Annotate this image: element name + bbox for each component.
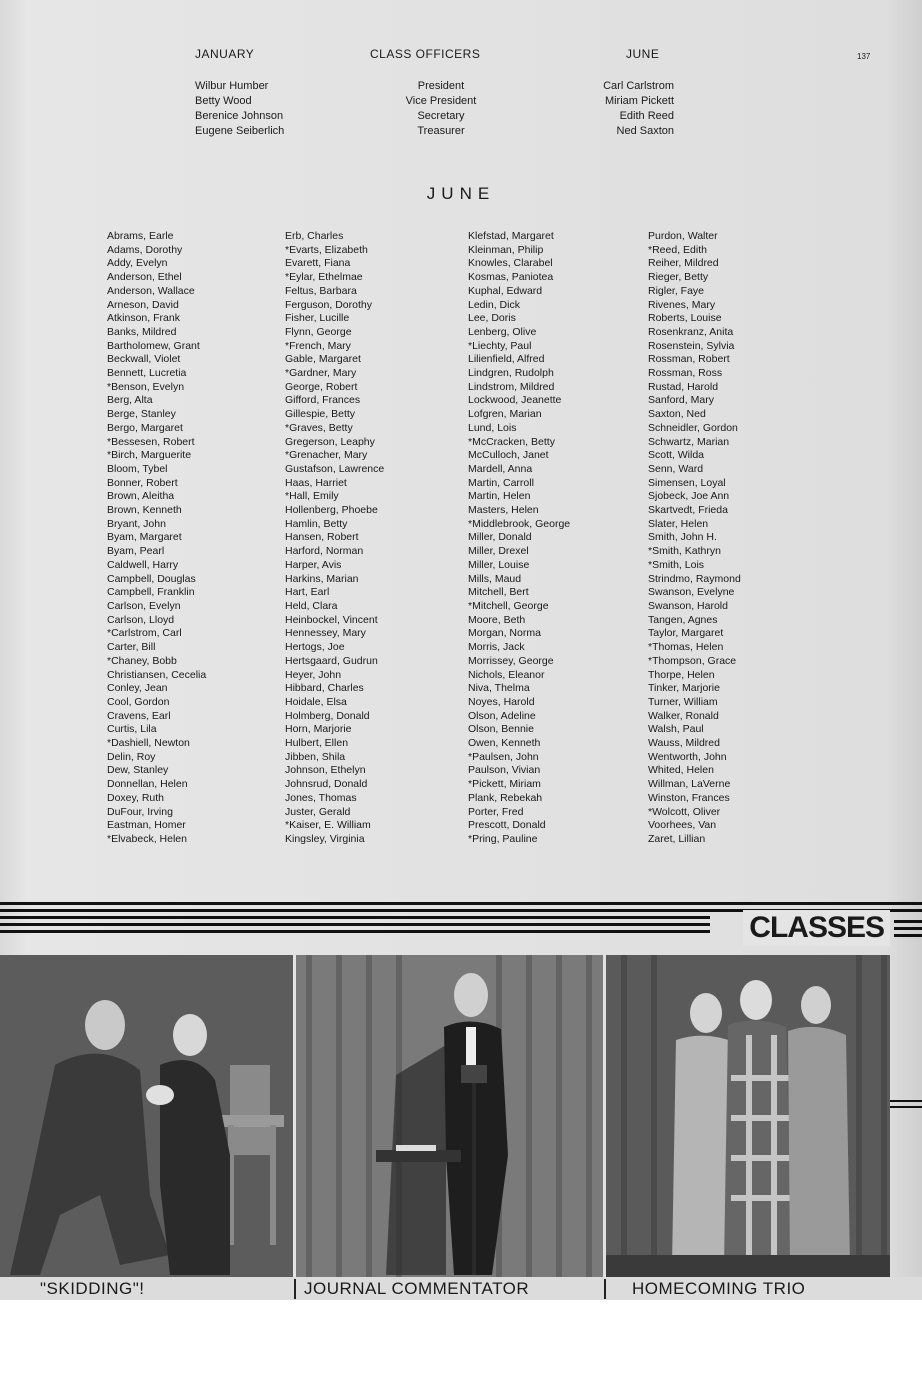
student-name: Miller, Louise: [468, 558, 530, 571]
student-name: Rosenstein, Sylvia: [648, 339, 735, 352]
student-name: *Graves, Betty: [285, 421, 353, 434]
student-name: Horn, Marjorie: [285, 723, 352, 736]
caption-homecoming-trio: HOMECOMING TRIO: [632, 1279, 806, 1298]
student-name: Prescott, Donald: [468, 819, 546, 832]
student-name: Gable, Margaret: [285, 353, 361, 366]
student-name: Gustafson, Lawrence: [285, 462, 385, 475]
student-name: *Smith, Lois: [648, 558, 705, 571]
student-name: Niva, Thelma: [468, 682, 530, 695]
student-name: Winston, Frances: [648, 791, 730, 804]
student-name: Hollenberg, Phoebe: [285, 504, 378, 517]
page-number: 137: [857, 52, 871, 61]
student-name: *Carlstrom, Carl: [107, 627, 182, 640]
student-name: Lindstrom, Mildred: [468, 380, 555, 393]
student-name: Beckwall, Violet: [107, 353, 181, 366]
student-name: Christiansen, Cecelia: [107, 668, 207, 681]
student-name: Simensen, Loyal: [648, 476, 726, 489]
names-column-3: [468, 230, 570, 847]
student-name: Rossman, Ross: [648, 367, 723, 380]
office-secretary: Secretary: [417, 110, 465, 122]
student-name: Held, Clara: [285, 599, 338, 612]
student-name: Kosmas, Paniotea: [468, 271, 554, 284]
office-vice-president: Vice President: [405, 95, 477, 107]
student-name: Olson, Adeline: [468, 709, 536, 722]
student-name: Thorpe, Helen: [648, 668, 715, 681]
student-name: Tinker, Marjorie: [648, 682, 720, 695]
student-name: Carlson, Evelyn: [107, 599, 181, 612]
student-name: Ferguson, Dorothy: [285, 298, 372, 311]
student-name: Strindmo, Raymond: [648, 572, 741, 585]
student-name: *Dashiell, Newton: [107, 737, 190, 750]
student-name: Swanson, Harold: [648, 599, 728, 612]
student-name: Curtis, Lila: [107, 723, 157, 736]
june-vice-president: Miriam Pickett: [604, 95, 674, 107]
student-name: Wentworth, John: [648, 750, 727, 763]
student-name: Gillespie, Betty: [285, 408, 356, 421]
student-name: Hulbert, Ellen: [285, 737, 349, 750]
student-name: *Birch, Marguerite: [107, 449, 192, 462]
january-president: Wilbur Humber: [195, 80, 269, 92]
student-name: Wauss, Mildred: [648, 737, 720, 750]
student-name: *Pring, Pauline: [468, 832, 538, 845]
student-name: Sanford, Mary: [648, 394, 714, 407]
student-name: Heyer, John: [285, 668, 342, 681]
student-name: Swanson, Evelyne: [648, 586, 735, 599]
june-treasurer: Ned Saxton: [616, 125, 674, 137]
student-name: Kleinman, Philip: [468, 243, 544, 256]
student-name: Bartholomew, Grant: [107, 339, 200, 352]
student-name: Doxey, Ruth: [107, 791, 164, 804]
student-name: Lofgren, Marian: [468, 408, 542, 421]
student-name: Harkins, Marian: [285, 572, 359, 585]
student-name: Rustad, Harold: [648, 380, 719, 393]
caption-divider: [294, 1279, 296, 1299]
january-treasurer: Eugene Seiberlich: [195, 125, 285, 137]
student-name: Olson, Bennie: [468, 723, 534, 736]
student-name: Flynn, George: [285, 325, 352, 338]
student-name: Willman, LaVerne: [648, 778, 731, 791]
june-secretary: Edith Reed: [619, 110, 674, 122]
student-name: Reiher, Mildred: [648, 257, 719, 270]
classes-banner-title: CLASSES: [743, 910, 890, 946]
student-name: Masters, Helen: [468, 504, 539, 517]
student-name: *Pickett, Miriam: [468, 778, 541, 791]
student-name: *Bessesen, Robert: [107, 435, 195, 448]
student-name: Hibbard, Charles: [285, 682, 364, 695]
student-name: Brown, Kenneth: [107, 504, 182, 517]
office-president: President: [417, 80, 465, 92]
student-name: Paulson, Vivian: [468, 764, 541, 777]
student-name: Caldwell, Harry: [107, 558, 179, 571]
student-name: Haas, Harriet: [285, 476, 347, 489]
january-label: JANUARY: [195, 47, 255, 61]
student-name: *Chaney, Bobb: [107, 654, 177, 667]
student-name: Schneidler, Gordon: [648, 421, 738, 434]
student-name: Arneson, David: [107, 298, 179, 311]
caption-skidding: "SKIDDING"!: [40, 1279, 145, 1298]
skidding-photo: [0, 955, 293, 1277]
student-name: Taylor, Margaret: [648, 627, 724, 640]
skidding-photo-image: [0, 955, 293, 1277]
student-name: Erb, Charles: [285, 230, 344, 242]
student-name: Moore, Beth: [468, 613, 526, 626]
student-name: Smith, John H.: [648, 531, 717, 544]
student-name: *Middlebrook, George: [468, 517, 571, 530]
student-name: Harper, Avis: [285, 558, 342, 571]
student-name: *Thompson, Grace: [648, 654, 737, 667]
student-name: Banks, Mildred: [107, 325, 177, 338]
student-name: Berge, Stanley: [107, 408, 176, 421]
journal-commentator-photo-image: [296, 955, 603, 1277]
student-name: *Gardner, Mary: [285, 367, 357, 380]
student-name: Morgan, Norma: [468, 627, 541, 640]
student-name: Hertogs, Joe: [285, 641, 345, 654]
student-name: Morris, Jack: [468, 641, 525, 654]
student-name: *Paulsen, John: [468, 750, 539, 763]
student-name: Eastman, Homer: [107, 819, 186, 832]
student-name: Hamlin, Betty: [285, 517, 348, 530]
student-name: Porter, Fred: [468, 805, 524, 818]
student-name: Heinbockel, Vincent: [285, 613, 378, 626]
student-name: *French, Mary: [285, 339, 351, 352]
student-name: Feltus, Barbara: [285, 284, 357, 297]
student-name: Klefstad, Margaret: [468, 230, 554, 242]
student-name: Schwartz, Marian: [648, 435, 730, 448]
student-name: *Evarts, Elizabeth: [285, 243, 368, 256]
side-stripes: [890, 900, 922, 1300]
student-name: Delin, Roy: [107, 750, 156, 763]
office-titles: [380, 79, 502, 139]
student-name: Carlson, Lloyd: [107, 613, 175, 626]
student-name: Miller, Drexel: [468, 545, 529, 558]
student-name: Lockwood, Jeanette: [468, 394, 562, 407]
january-secretary: Berenice Johnson: [195, 110, 284, 122]
journal-commentator-photo: [296, 955, 603, 1277]
names-column-2: [285, 230, 384, 847]
student-name: Plank, Rebekah: [468, 791, 543, 804]
student-name: Skartvedt, Frieda: [648, 504, 728, 517]
student-name: Hansen, Robert: [285, 531, 359, 544]
student-name: George, Robert: [285, 380, 358, 393]
student-name: McCulloch, Janet: [468, 449, 549, 462]
student-name: Campbell, Franklin: [107, 586, 195, 599]
student-name: *Reed, Edith: [648, 243, 707, 256]
student-name: Rossman, Robert: [648, 353, 730, 366]
student-name: Johnson, Ethelyn: [285, 764, 366, 777]
student-name: Mitchell, Bert: [468, 586, 529, 599]
student-name: Saxton, Ned: [648, 408, 706, 421]
student-name: Turner, William: [648, 695, 718, 708]
student-name: Roberts, Louise: [648, 312, 722, 325]
student-name: Byam, Margaret: [107, 531, 182, 544]
student-name: Rosenkranz, Anita: [648, 325, 734, 338]
student-name: *Thomas, Helen: [648, 641, 724, 654]
student-name: Hennessey, Mary: [285, 627, 366, 640]
student-name: Harford, Norman: [285, 545, 364, 558]
student-name: Lilienfield, Alfred: [468, 353, 545, 366]
june-officers: [603, 79, 674, 139]
student-name: Rigler, Faye: [648, 284, 705, 297]
student-name: *Liechty, Paul: [468, 339, 532, 352]
student-name: Rivenes, Mary: [648, 298, 716, 311]
student-name: Jones, Thomas: [285, 791, 357, 804]
student-name: Mills, Maud: [468, 572, 522, 585]
student-name: *Elvabeck, Helen: [107, 832, 187, 845]
student-name: Whited, Helen: [648, 764, 714, 777]
photo-captions: [0, 1277, 922, 1300]
student-name: *Mitchell, George: [468, 599, 549, 612]
student-name: Zaret, Lillian: [648, 832, 706, 845]
student-name: Donnellan, Helen: [107, 778, 188, 791]
student-name: DuFour, Irving: [107, 805, 173, 818]
student-name: Tangen, Agnes: [648, 613, 718, 626]
student-name: Miller, Donald: [468, 531, 532, 544]
student-name: Gifford, Frances: [285, 394, 361, 407]
june-president: Carl Carlstrom: [603, 80, 674, 92]
student-name: Holmberg, Donald: [285, 709, 370, 722]
student-name: Voorhees, Van: [648, 819, 717, 832]
names-column-1: [107, 230, 206, 847]
homecoming-trio-photo: [606, 955, 890, 1277]
student-name: *Wolcott, Oliver: [648, 805, 721, 818]
student-name: Lindgren, Rudolph: [468, 367, 554, 380]
student-name: Abrams, Earle: [107, 230, 174, 242]
student-name: *Benson, Evelyn: [107, 380, 185, 393]
student-name: Fisher, Lucille: [285, 312, 350, 325]
student-name: Hertsgaard, Gudrun: [285, 654, 378, 667]
student-name: Evarett, Fiana: [285, 257, 351, 270]
student-name: Bonner, Robert: [107, 476, 178, 489]
student-name: Dew, Stanley: [107, 764, 169, 777]
june-section-heading: JUNE: [426, 184, 496, 203]
student-name: Walker, Ronald: [648, 709, 719, 722]
student-name: Walsh, Paul: [648, 723, 704, 736]
student-name: Purdon, Walter: [648, 230, 718, 242]
student-name: Carter, Bill: [107, 641, 156, 654]
student-name: Juster, Gerald: [285, 805, 351, 818]
june-label: JUNE: [626, 47, 660, 61]
student-name: Scott, Wilda: [648, 449, 705, 462]
student-name: Kuphal, Edward: [468, 284, 543, 297]
student-name: Gregerson, Leaphy: [285, 435, 375, 448]
student-name: *Kaiser, E. William: [285, 819, 371, 832]
student-name: Kingsley, Virginia: [285, 832, 365, 845]
student-name: Knowles, Clarabel: [468, 257, 553, 270]
student-name: Berg, Alta: [107, 394, 153, 407]
student-name: Sjobeck, Joe Ann: [648, 490, 730, 503]
student-name: Anderson, Ethel: [107, 271, 182, 284]
student-name: Owen, Kenneth: [468, 737, 541, 750]
student-name: Ledin, Dick: [468, 298, 520, 311]
student-name: Addy, Evelyn: [107, 257, 168, 270]
names-column-4: [648, 230, 741, 847]
student-name: Campbell, Douglas: [107, 572, 196, 585]
student-name: Jibben, Shila: [285, 750, 346, 763]
student-name: Martin, Helen: [468, 490, 531, 503]
student-name: Bloom, Tybel: [107, 462, 168, 475]
caption-journal-commentator: JOURNAL COMMENTATOR: [304, 1279, 530, 1298]
student-name: Bryant, John: [107, 517, 166, 530]
student-name: Morrissey, George: [468, 654, 554, 667]
student-name: Anderson, Wallace: [107, 284, 195, 297]
student-name: Cool, Gordon: [107, 695, 170, 708]
student-name: Nichols, Eleanor: [468, 668, 545, 681]
student-name: Martin, Carroll: [468, 476, 534, 489]
student-name: Adams, Dorothy: [107, 243, 183, 256]
student-name: Slater, Helen: [648, 517, 709, 530]
caption-divider: [604, 1279, 606, 1299]
student-name: Noyes, Harold: [468, 695, 535, 708]
student-name: Lenberg, Olive: [468, 325, 537, 338]
student-name: Lund, Lois: [468, 421, 517, 434]
student-name: Bennett, Lucretia: [107, 367, 187, 380]
student-name: *Eylar, Ethelmae: [285, 271, 363, 284]
student-name: *Smith, Kathryn: [648, 545, 721, 558]
student-name: Johnsrud, Donald: [285, 778, 368, 791]
student-name: Senn, Ward: [648, 462, 704, 475]
student-name: Mardell, Anna: [468, 462, 533, 475]
class-officers-title: CLASS OFFICERS: [370, 47, 481, 61]
student-name: Hart, Earl: [285, 586, 330, 599]
student-name: Lee, Doris: [468, 312, 516, 325]
student-name: Atkinson, Frank: [107, 312, 180, 325]
student-name: *McCracken, Betty: [468, 435, 555, 448]
january-officers: [195, 79, 284, 139]
student-name: *Grenacher, Mary: [285, 449, 368, 462]
student-name: *Hall, Emily: [285, 490, 339, 503]
student-name: Brown, Aleitha: [107, 490, 175, 503]
student-name: Hoidale, Elsa: [285, 695, 347, 708]
homecoming-trio-photo-image: [606, 955, 890, 1277]
student-name: Rieger, Betty: [648, 271, 709, 284]
student-name: Bergo, Margaret: [107, 421, 183, 434]
office-treasurer: Treasurer: [417, 125, 465, 137]
student-name: Cravens, Earl: [107, 709, 171, 722]
student-name: Conley, Jean: [107, 682, 168, 695]
student-name: Byam, Pearl: [107, 545, 165, 558]
january-vice-president: Betty Wood: [195, 95, 252, 107]
